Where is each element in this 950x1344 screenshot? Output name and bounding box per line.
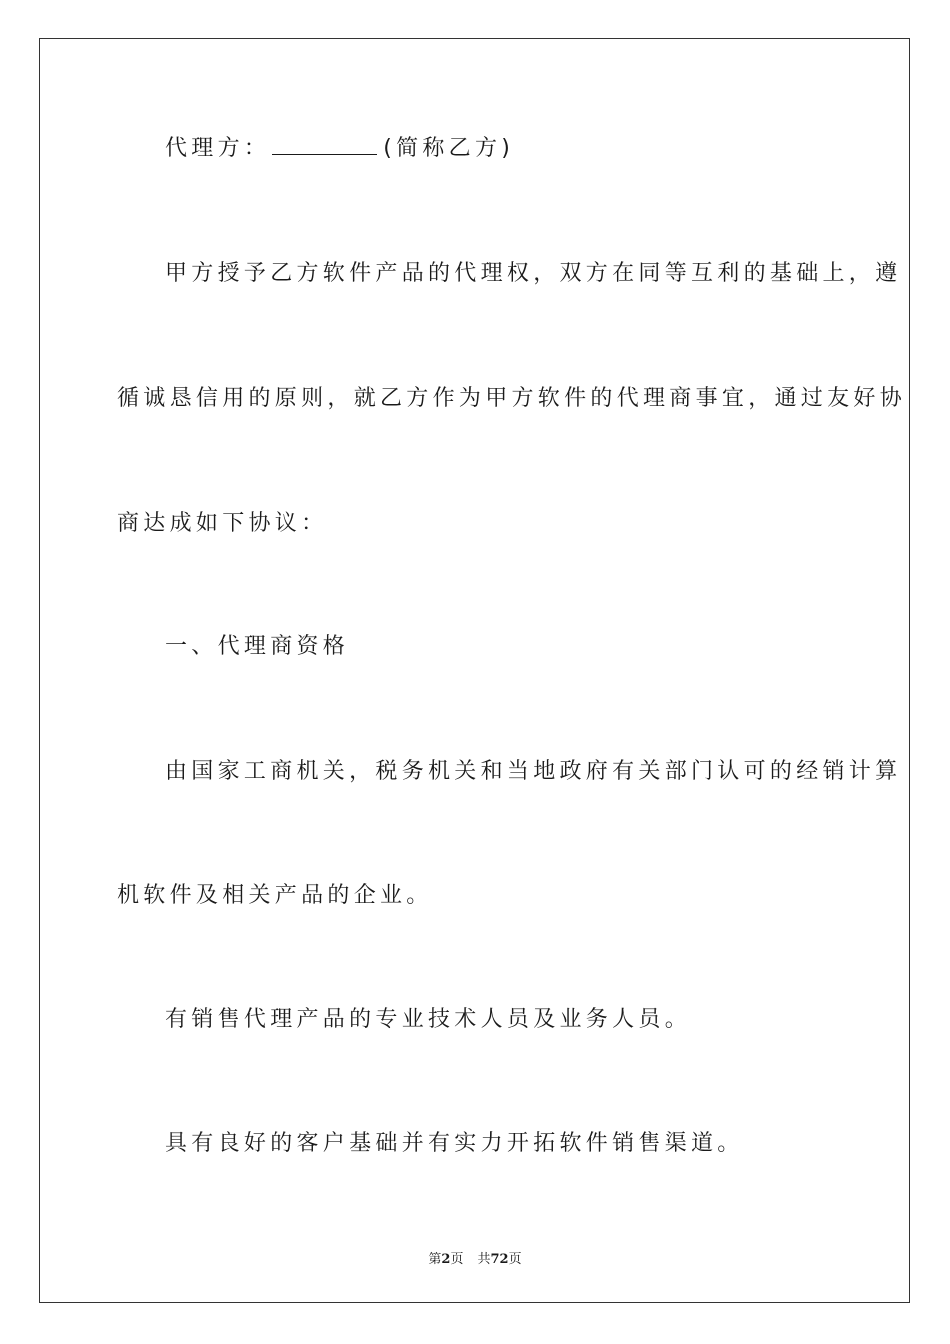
agent-suffix: (简称乙方) [383, 136, 515, 161]
agent-line [165, 134, 514, 164]
agent-label: 代理方： [165, 136, 271, 161]
page-suffix: 页 [450, 1252, 464, 1267]
paragraph-line-2: 循诚恳信用的原则，就乙方作为甲方软件的代理商事宜，通过友好协 [117, 386, 907, 411]
paragraph-line-6: 机软件及相关产品的企业。 [117, 883, 433, 908]
paragraph-line-5: 由国家工商机关，税务机关和当地政府有关部门认可的经销计算 [165, 759, 902, 784]
page-frame [39, 38, 910, 1303]
section-heading: 一、代理商资格 [165, 634, 350, 659]
page-number: 2 [441, 1252, 451, 1267]
paragraph-line-3: 商达成如下协议： [117, 511, 328, 536]
total-suffix: 页 [508, 1252, 522, 1267]
total-pages: 72 [490, 1252, 509, 1267]
paragraph-line-7: 有销售代理产品的专业技术人员及业务人员。 [165, 1007, 692, 1032]
agent-blank-field [272, 134, 377, 155]
total-prefix: 共 [477, 1252, 491, 1267]
page-prefix: 第 [428, 1252, 442, 1267]
paragraph-line-8: 具有良好的客户基础并有实力开拓软件销售渠道。 [165, 1131, 744, 1156]
page-footer [0, 1248, 950, 1267]
paragraph-line-1: 甲方授予乙方软件产品的代理权，双方在同等互利的基础上，遵 [165, 261, 902, 286]
